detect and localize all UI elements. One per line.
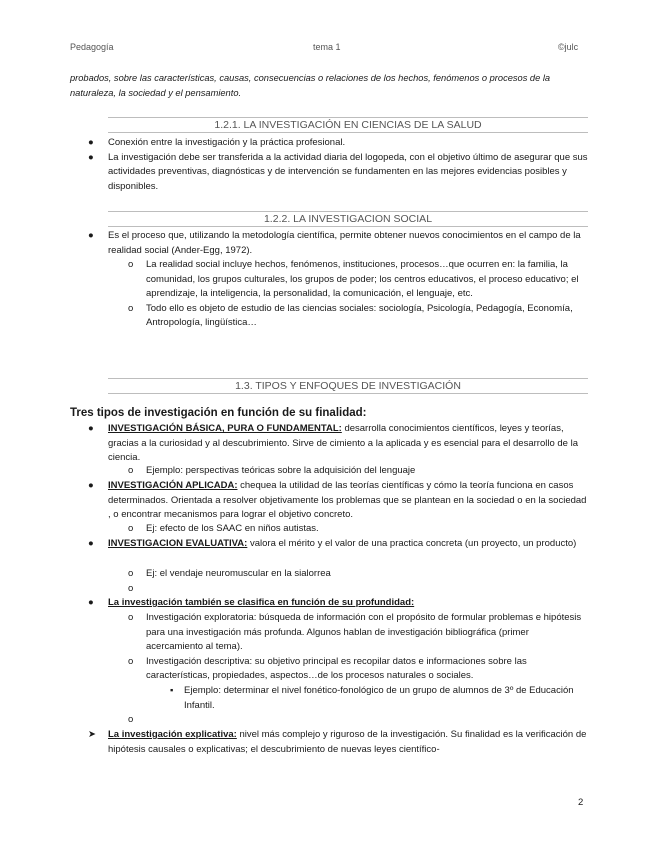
list-item [128,655,586,684]
list-item-text: La realidad social incluye hechos, fenómenos, instituciones, procesos…que ocurren en: la familia, la comunidad, los grupos culturales, los grupos de poder; los centros educativos, el proceso educativo; el aprendizaje, la inteligencia, la personalidad, la comunicación, el lenguaje, etc. [146,259,579,300]
square-bullet-icon: ▪ [170,685,174,696]
social-sublist [128,258,586,331]
header-left: Pedagogía [70,42,114,52]
section-heading-salud: 1.2.1. LA INVESTIGACIÓN EN CIENCIAS DE LA SALUD [108,117,588,133]
list-item [128,258,586,302]
list-item [88,229,594,258]
intro-paragraph: probados, sobre las características, causas, consecuencias o relaciones de los hechos, fenómenos o procesos de la naturaleza, la sociedad y el pensamiento. [70,73,551,98]
types-heading: Tres tipos de investigación en función de su finalidad: [70,407,367,419]
list-item-text: Es el proceso que, utilizando la metodología científica, permite obtener nuevos conocimientos en el campo de la realidad social (Ander-Egg, 1972). [108,230,581,256]
social-list [88,229,594,258]
bullet-icon: ● [88,597,94,608]
list-item [88,479,588,523]
list-item [88,728,588,757]
evaluativa-item [88,537,588,552]
list-item-label: INVESTIGACIÓN BÁSICA, PURA O FUNDAMENTAL: [108,423,342,434]
page-number: 2 [578,797,584,808]
section-heading-tipos: 1.3. TIPOS Y ENFOQUES DE INVESTIGACIÓN [108,378,588,394]
list-item-text: chequea la utilidad de las teorías científicas y cómo la teoría funciona en casos determinados. Orientada a resolver objetivamente los problemas que se plantean en la sociedad o en la sociedad , o encontrar mecanismos para lograr el objetivo concreto. [108,480,587,521]
list-item-text: Conexión entre la investigación y la práctica profesional. [108,137,346,148]
bullet-icon: ● [88,137,94,148]
aplicada-sublist [128,522,586,537]
list-item-text: Ejemplo: determinar el nivel fonético-fonológico de un grupo de alumnos de 3º de Educación Infantil. [184,685,574,711]
section-heading-social: 1.2.2. LA INVESTIGACION SOCIAL [108,211,588,227]
circle-bullet-icon: o [128,523,134,534]
circle-bullet-icon: o [128,568,134,579]
basica-sublist [128,464,586,479]
salud-list [88,136,594,194]
list-item-text: desarrolla conocimientos científicos, leyes y teorías, gracias a la curiosidad y al descubrimiento. Sirve de cimiento a la aplicada y es esencial para el desarrollo de la ciencia. [108,423,578,464]
list-item [128,611,586,655]
profundidad-subsublist [170,684,584,713]
profundidad-item [88,596,588,611]
list-item-text: Ej: efecto de los SAAC en niños autistas. [146,523,319,534]
aplicada-item [88,479,588,523]
list-item [170,684,584,713]
circle-bullet-icon: o [128,259,134,270]
list-item-text: Investigación descriptiva: su objetivo principal es recopilar datos e informaciones sobre las características, propiedades, aspectos…de los procesos naturales o sociales. [146,655,527,682]
header-right: ©julc [558,42,579,52]
list-item-text: Investigación exploratoria: búsqueda de información con el propósito de formular problemas e hipótesis para una investigación más profunda. Algunos hablan de investigación bibliográfica (primer acercamiento al tema). [146,612,582,653]
list-item [88,136,594,151]
list-item-text: Ej: el vendaje neuromuscular en la sialorrea [146,568,331,579]
explicativa-item [88,728,588,757]
list-item-label: INVESTIGACION EVALUATIVA: [108,538,248,549]
bullet-icon: ● [88,480,94,491]
list-item [128,464,586,479]
bullet-icon: ● [88,423,94,434]
circle-bullet-icon: o [128,302,134,314]
bullet-icon: ● [88,230,94,241]
list-item [128,567,586,582]
list-item-text: nivel más complejo y riguroso de la investigación. Su finalidad es la verificación de hipótesis causales o explicativas; el descubrimiento de nuevas leyes científico- [108,729,587,755]
list-item [88,151,594,195]
list-item [88,422,588,466]
list-item [88,537,588,552]
circle-bullet-icon: o [128,612,134,623]
arrow-bullet-icon: ➤ [88,729,96,740]
bullet-icon: ● [88,151,94,163]
circle-bullet-icon: o [128,465,134,476]
list-item [88,596,588,611]
circle-bullet-icon: o [128,582,134,594]
circle-bullet-icon: o [128,714,134,725]
list-item [128,302,586,331]
bullet-icon: ● [88,538,94,549]
list-item [128,522,586,537]
list-item-text: La investigación debe ser transferida a la actividad diaria del logopeda, con el objetivo último de asegurar que sus actividades preventivas, diagnósticas y de intervención se fundamenten en las mejores evidencias posibles y disponibles. [108,151,588,192]
header-center: tema 1 [313,42,341,52]
evaluativa-sublist [128,567,586,594]
circle-bullet-icon: o [128,655,134,667]
profundidad-sublist [128,611,586,684]
list-item-text: valora el mérito y el valor de una practica concreta (un proyecto, un producto) [247,538,577,549]
basica-item [88,422,588,466]
list-item-label: La investigación también se clasifica en función de su profundidad: [108,597,415,608]
list-item-text: Todo ello es objeto de estudio de las ciencias sociales: sociología, Psicología, Pedagogía, Economía, Antropología, lingüística… [146,302,573,329]
list-item-label: La investigación explicativa: [108,729,237,740]
list-item-text: Ejemplo: perspectivas teóricas sobre la adquisición del lenguaje [146,465,416,476]
list-item-label: INVESTIGACIÓN APLICADA: [108,480,238,491]
